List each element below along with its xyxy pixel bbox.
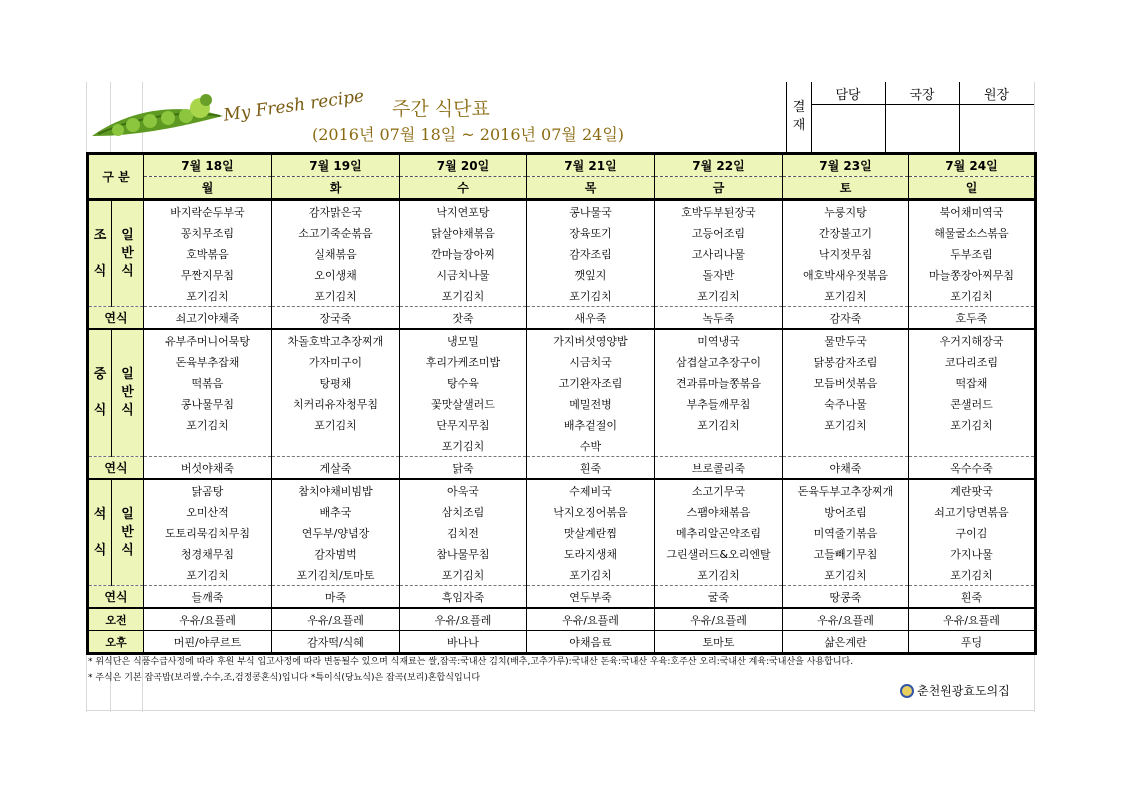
menu-item: 부추들깨무침 <box>655 393 783 414</box>
menu-item: 포기김치 <box>144 414 272 435</box>
menu-item: 가자미구이 <box>272 351 400 372</box>
pm-item: 머핀/야쿠르트 <box>144 631 272 654</box>
menu-row <box>88 479 1036 501</box>
snack-item: 땅콩죽 <box>783 586 909 609</box>
menu-item: 삼치조림 <box>400 501 527 522</box>
day-cell: 월 <box>144 177 272 200</box>
meal-label <box>88 479 112 586</box>
menu-item: 감자조림 <box>527 243 655 264</box>
snack-label: 연식 <box>88 307 144 330</box>
menu-item: 바지락순두부국 <box>144 200 272 223</box>
menu-item: 포기김치 <box>144 564 272 586</box>
school-label: 춘천원광효도의집 <box>917 684 1010 698</box>
menu-item: 소고기죽순볶음 <box>272 222 400 243</box>
menu-item: 가지버섯영양밥 <box>527 329 655 351</box>
approval-col-label: 국장 <box>885 82 959 105</box>
menu-row <box>88 285 1036 307</box>
menu-item: 구이김 <box>909 522 1036 543</box>
school-name <box>900 682 1010 699</box>
diet-type-text: 일 반 식 <box>121 506 134 558</box>
menu-item: 도토리묵김치무침 <box>144 522 272 543</box>
menu-item: 돌자반 <box>655 264 783 285</box>
menu-item: 낙지젓무침 <box>783 243 909 264</box>
menu-item: 오이생채 <box>272 264 400 285</box>
am-label: 오전 <box>88 608 144 631</box>
menu-item: 탕수육 <box>400 372 527 393</box>
pm-item: 토마토 <box>655 631 783 654</box>
menu-item: 닭곰탕 <box>144 479 272 501</box>
menu-item: 단무지무침 <box>400 414 527 435</box>
am-item: 우유/요플레 <box>400 608 527 631</box>
menu-item: 수제비국 <box>527 479 655 501</box>
snack-label: 연식 <box>88 586 144 609</box>
snack-item: 굴죽 <box>655 586 783 609</box>
menu-item: 포기김치 <box>527 285 655 307</box>
day-row <box>88 177 1036 200</box>
sheet-header <box>86 82 1034 152</box>
menu-item: 청경채무침 <box>144 543 272 564</box>
menu-item: 꽃맛살샐러드 <box>400 393 527 414</box>
menu-item: 장육또기 <box>527 222 655 243</box>
menu-item: 우거지해장국 <box>909 329 1036 351</box>
snack-item: 흰죽 <box>909 586 1036 609</box>
am-item: 우유/요플레 <box>144 608 272 631</box>
pm-label: 오후 <box>88 631 144 654</box>
menu-item: 가지나물 <box>909 543 1036 564</box>
period-text: (2016년 07월 18일 ~ 2016년 07월 24일) <box>312 125 625 144</box>
date-cell: 7월 22일 <box>655 154 783 177</box>
snack-item: 새우죽 <box>527 307 655 330</box>
approval-label <box>787 82 812 152</box>
snack-item: 옥수수죽 <box>909 457 1036 480</box>
menu-item: 연두부/양념장 <box>272 522 400 543</box>
menu-item: 미역줄기볶음 <box>783 522 909 543</box>
date-cell: 7월 20일 <box>400 154 527 177</box>
diet-type-label <box>112 200 144 307</box>
pm-snack-row <box>88 631 1036 654</box>
menu-item: 오미산적 <box>144 501 272 522</box>
meal-label <box>88 329 112 457</box>
menu-item: 두부조림 <box>909 243 1036 264</box>
menu-item: 포기김치 <box>527 564 655 586</box>
approval-label-1: 결 <box>792 100 806 115</box>
snack-item: 연두부죽 <box>527 586 655 609</box>
menu-item: 배추겉절이 <box>527 414 655 435</box>
menu-item: 메밀전병 <box>527 393 655 414</box>
menu-item: 유부주머니어묵탕 <box>144 329 272 351</box>
date-cell: 7월 21일 <box>527 154 655 177</box>
menu-item: 냉모밀 <box>400 329 527 351</box>
menu-item: 쇠고기당면볶음 <box>909 501 1036 522</box>
menu-item: 포기김치 <box>655 285 783 307</box>
menu-item: 숙주나물 <box>783 393 909 414</box>
menu-row <box>88 414 1036 435</box>
menu-item: 참치야채비빔밥 <box>272 479 400 501</box>
weekly-menu-table <box>86 152 1037 655</box>
menu-item: 마늘쫑장아찌무침 <box>909 264 1036 285</box>
menu-row <box>88 329 1036 351</box>
snack-item: 잣죽 <box>400 307 527 330</box>
date-row <box>88 154 1036 177</box>
menu-item: 맛살계란찜 <box>527 522 655 543</box>
snack-row <box>88 307 1036 330</box>
menu-item: 누룽지탕 <box>783 200 909 223</box>
am-snack-row <box>88 608 1036 631</box>
menu-item: 포기김치 <box>909 564 1036 586</box>
menu-item: 깻잎지 <box>527 264 655 285</box>
day-cell: 목 <box>527 177 655 200</box>
menu-item: 해물굴소스볶음 <box>909 222 1036 243</box>
menu-item: 계란팟국 <box>909 479 1036 501</box>
diet-type-label <box>112 329 144 457</box>
menu-item: 애호박새우젓볶음 <box>783 264 909 285</box>
menu-item: 포기김치 <box>655 414 783 435</box>
menu-row <box>88 543 1036 564</box>
menu-item: 닭살야채볶음 <box>400 222 527 243</box>
menu-item: 콩나물국 <box>527 200 655 223</box>
menu-row <box>88 264 1036 285</box>
approval-label-2: 재 <box>792 118 806 133</box>
menu-item: 견과류마늘쫑볶음 <box>655 372 783 393</box>
diet-type-text: 일 반 식 <box>121 367 134 418</box>
menu-item: 물만두국 <box>783 329 909 351</box>
menu-item: 깐마늘장아찌 <box>400 243 527 264</box>
menu-item: 김치전 <box>400 522 527 543</box>
menu-row <box>88 393 1036 414</box>
menu-item: 시금치국 <box>527 351 655 372</box>
menu-item: 콘샐러드 <box>909 393 1036 414</box>
snack-label: 연식 <box>88 457 144 480</box>
menu-item: 포기김치 <box>272 285 400 307</box>
approval-col-3[interactable] <box>959 82 1034 152</box>
menu-item <box>655 435 783 457</box>
corner-label: 구 분 <box>88 154 144 200</box>
menu-item: 소고기무국 <box>655 479 783 501</box>
snack-item: 감자죽 <box>783 307 909 330</box>
menu-item: 치커리유자청무침 <box>272 393 400 414</box>
date-cell: 7월 19일 <box>272 154 400 177</box>
menu-item: 수박 <box>527 435 655 457</box>
menu-item: 실채볶음 <box>272 243 400 264</box>
approval-col-label: 원장 <box>959 82 1034 105</box>
menu-item: 포기김치 <box>655 564 783 586</box>
am-item: 우유/요플레 <box>909 608 1036 631</box>
menu-item: 미역냉국 <box>655 329 783 351</box>
menu-item <box>909 435 1036 457</box>
menu-item <box>144 435 272 457</box>
menu-row <box>88 435 1036 457</box>
diet-type-text: 일 반 식 <box>121 227 134 279</box>
menu-item: 포기김치 <box>272 414 400 435</box>
snack-item: 버섯야채죽 <box>144 457 272 480</box>
menu-item: 탕평채 <box>272 372 400 393</box>
menu-item: 포기김치 <box>783 564 909 586</box>
menu-row <box>88 351 1036 372</box>
menu-item: 고기완자조림 <box>527 372 655 393</box>
menu-item: 고들빼기무침 <box>783 543 909 564</box>
menu-item: 메추리알곤약조림 <box>655 522 783 543</box>
menu-item: 모듬버섯볶음 <box>783 372 909 393</box>
menu-row <box>88 200 1036 223</box>
menu-item: 포기김치 <box>400 285 527 307</box>
am-item: 우유/요플레 <box>272 608 400 631</box>
brand-text: My Fresh recipe <box>222 86 366 126</box>
meal-label <box>88 200 112 307</box>
menu-item: 그린샐러드&오리엔탈 <box>655 543 783 564</box>
menu-row <box>88 372 1036 393</box>
menu-item: 낙지연포탕 <box>400 200 527 223</box>
menu-item: 호박볶음 <box>144 243 272 264</box>
menu-row <box>88 522 1036 543</box>
snack-item: 닭죽 <box>400 457 527 480</box>
date-cell: 7월 23일 <box>783 154 909 177</box>
snack-item: 호두죽 <box>909 307 1036 330</box>
approval-col-label: 담당 <box>811 82 885 105</box>
menu-item: 고사리나물 <box>655 243 783 264</box>
menu-item: 북어채미역국 <box>909 200 1036 223</box>
menu-item: 도라지생채 <box>527 543 655 564</box>
menu-item: 간장불고기 <box>783 222 909 243</box>
snack-item: 장국죽 <box>272 307 400 330</box>
snack-item: 야채죽 <box>783 457 909 480</box>
menu-row <box>88 222 1036 243</box>
date-cell: 7월 24일 <box>909 154 1036 177</box>
menu-item: 후리가케조미밥 <box>400 351 527 372</box>
menu-item: 낙지오징어볶음 <box>527 501 655 522</box>
pm-item: 푸딩 <box>909 631 1036 654</box>
menu-item: 감자맑은국 <box>272 200 400 223</box>
meal-label-text: 조 식 <box>93 227 107 279</box>
menu-item: 코다리조림 <box>909 351 1036 372</box>
page-title: 주간 식단표 <box>392 98 490 120</box>
menu-item: 삼겹살고추장구이 <box>655 351 783 372</box>
menu-item: 떡잡채 <box>909 372 1036 393</box>
footnote-2: * 주식은 기본 잡곡밥(보리쌀,수수,조,검정콩혼식)입니다 *특이식(당뇨식)은 잡곡(보리)혼합식입니다 <box>88 673 481 683</box>
menu-item: 포기김치 <box>909 414 1036 435</box>
menu-item <box>272 435 400 457</box>
menu-item: 아욱국 <box>400 479 527 501</box>
approval-col-2[interactable] <box>885 82 960 152</box>
date-cell: 7월 18일 <box>144 154 272 177</box>
emblem-icon <box>900 684 914 698</box>
menu-item: 스팸야채볶음 <box>655 501 783 522</box>
pm-item: 감자떡/식혜 <box>272 631 400 654</box>
approval-box <box>786 82 1035 152</box>
menu-item: 포기김치 <box>400 564 527 586</box>
pm-item: 바나나 <box>400 631 527 654</box>
snack-item: 흑임자죽 <box>400 586 527 609</box>
menu-item: 감자범벅 <box>272 543 400 564</box>
meal-label-text: 중 식 <box>93 367 107 418</box>
menu-item: 포기김치 <box>783 414 909 435</box>
menu-item: 무짠지무침 <box>144 264 272 285</box>
menu-item: 돈육부추잡채 <box>144 351 272 372</box>
snack-item: 쇠고기야채죽 <box>144 307 272 330</box>
snack-row <box>88 457 1036 480</box>
footnote-1: * 위식단은 식품수급사정에 따라 후원 부식 입고사정에 따라 변동될수 있으며 식재료는 쌀,잡곡:국내산 김치(배추,고추가루):국내산 돈육:국내산 우육:호주산 오리:국내산 계육:국내산을 사용합니다. <box>88 657 854 667</box>
menu-item: 고등어조림 <box>655 222 783 243</box>
menu-item: 닭봉감자조림 <box>783 351 909 372</box>
snack-item: 마죽 <box>272 586 400 609</box>
am-item: 우유/요플레 <box>783 608 909 631</box>
snack-item: 녹두죽 <box>655 307 783 330</box>
menu-item: 포기김치 <box>144 285 272 307</box>
menu-item: 포기김치 <box>783 285 909 307</box>
menu-row <box>88 243 1036 264</box>
am-item: 우유/요플레 <box>527 608 655 631</box>
day-cell: 일 <box>909 177 1036 200</box>
menu-item: 시금치나물 <box>400 264 527 285</box>
diet-type-label <box>112 479 144 586</box>
menu-item: 참나물무침 <box>400 543 527 564</box>
pm-item: 삶은계란 <box>783 631 909 654</box>
menu-item: 포기김치 <box>909 285 1036 307</box>
day-cell: 금 <box>655 177 783 200</box>
menu-item: 돈육두부고추장찌개 <box>783 479 909 501</box>
snack-row <box>88 586 1036 609</box>
meal-label-text: 석 식 <box>93 506 107 558</box>
menu-item: 배추국 <box>272 501 400 522</box>
am-item: 우유/요플레 <box>655 608 783 631</box>
menu-item <box>783 435 909 457</box>
menu-item: 포기김치 <box>400 435 527 457</box>
menu-item: 포기김치/토마토 <box>272 564 400 586</box>
day-cell: 수 <box>400 177 527 200</box>
approval-col-1[interactable] <box>811 82 886 152</box>
snack-item: 게살죽 <box>272 457 400 480</box>
menu-item: 꽁치무조림 <box>144 222 272 243</box>
menu-item: 떡볶음 <box>144 372 272 393</box>
menu-row <box>88 564 1036 586</box>
menu-item: 호박두부된장국 <box>655 200 783 223</box>
menu-item: 콩나물무침 <box>144 393 272 414</box>
snack-item: 흰죽 <box>527 457 655 480</box>
snack-item: 들깨죽 <box>144 586 272 609</box>
pm-item: 야채음료 <box>527 631 655 654</box>
menu-item: 방어조림 <box>783 501 909 522</box>
day-cell: 토 <box>783 177 909 200</box>
day-cell: 화 <box>272 177 400 200</box>
snack-item: 브로콜리죽 <box>655 457 783 480</box>
menu-item: 차돌호박고추장찌개 <box>272 329 400 351</box>
menu-row <box>88 501 1036 522</box>
